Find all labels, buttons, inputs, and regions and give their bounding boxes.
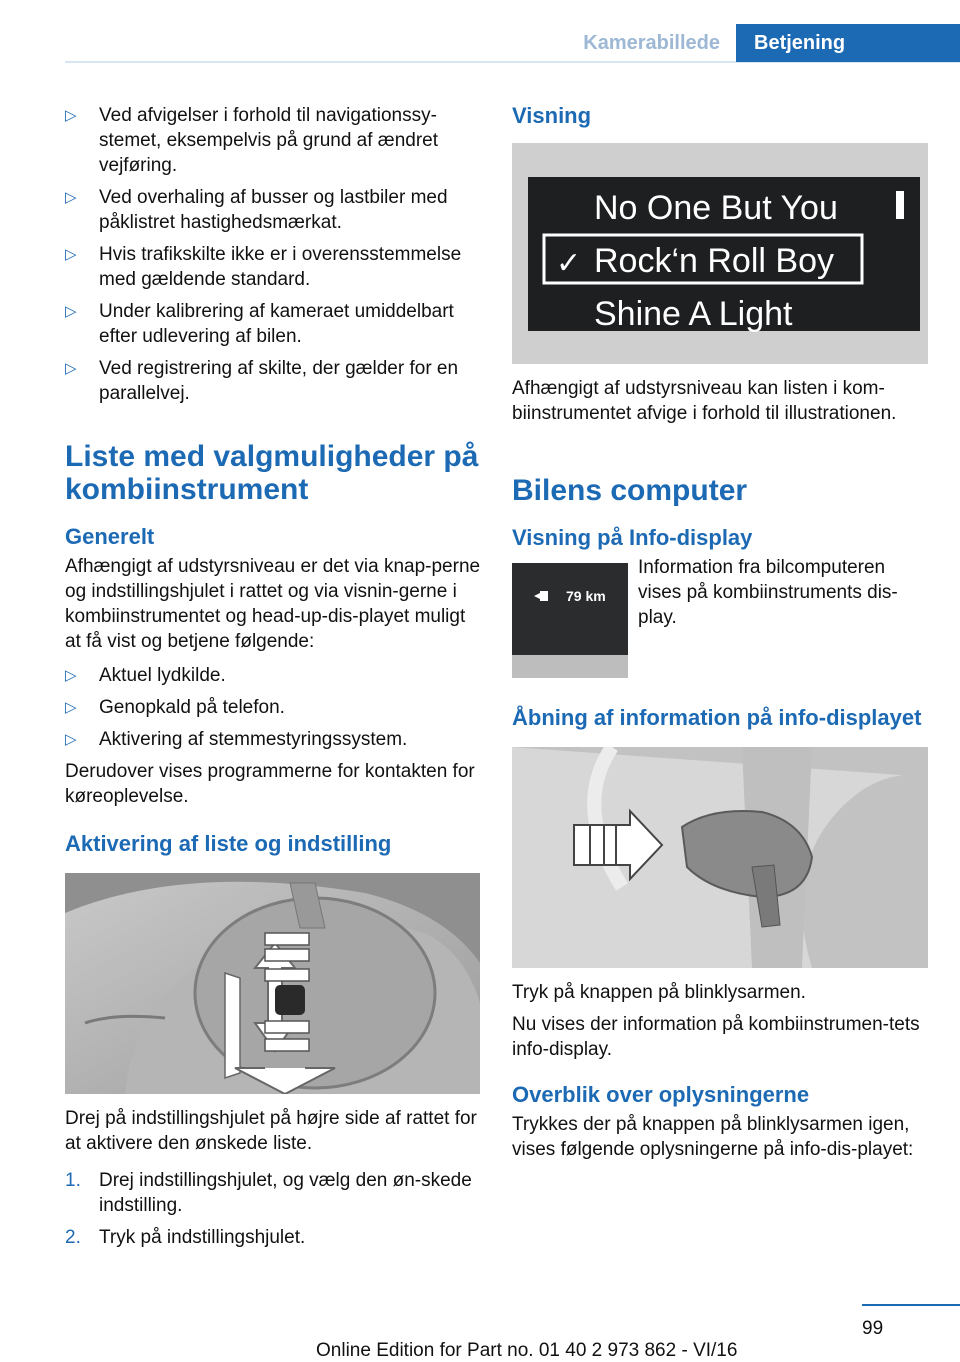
- list-item: ▷ Ved afvigelser i forhold til navigationssy‐stemet, eksempelvis på grund af ændret vejføring.: [65, 105, 439, 176]
- subheading-generelt: Generelt: [65, 524, 155, 549]
- section-heading-liste: Liste med valgmuligheder på kombiinstrument: [65, 440, 479, 506]
- nu-paragraph: Nu vises der information på kombiinstrumen‐tets info-display.: [512, 1014, 920, 1060]
- page-number: 99: [862, 1318, 884, 1339]
- list-item: ▷ Under kalibrering af kameraet umiddelbart efter udlevering af bilen.: [65, 301, 454, 347]
- edition-footer: Online Edition for Part no. 01 40 2 973 862 - VI/16: [316, 1340, 738, 1361]
- list-item: ▷ Ved registrering af skilte, der gælder for en parallelvej.: [65, 358, 459, 404]
- bullet-icon: ▷: [65, 731, 77, 748]
- subheading-visning: Visning: [512, 103, 592, 128]
- bullet-icon: ▷: [65, 360, 77, 377]
- list-item: ▷ Genopkald på telefon.: [65, 697, 285, 718]
- caption-paragraph: Drej på indstillingshjulet på højre side af rattet for at aktivere den ønskede liste.: [65, 1108, 477, 1154]
- bullet-icon: ▷: [65, 246, 77, 263]
- list-item: 2. Tryk på indstillingshjulet.: [65, 1227, 306, 1248]
- footer-rule: [862, 1304, 960, 1306]
- info-display-value: 79 km: [566, 588, 606, 604]
- display-list-item-selected: Rock‘n Roll Boy: [594, 242, 834, 280]
- overblik-paragraph: Trykkes der på knappen på blinklysarmen igen, vises følgende oplysningerne på info-dis‐playet:: [512, 1114, 914, 1160]
- list-item: 1. Drej indstillingshjulet, og vælg den øn‐skede indstilling.: [65, 1170, 472, 1216]
- steering-wheel-illustration: [65, 873, 480, 1094]
- list-item: ▷ Aktuel lydkilde.: [65, 665, 226, 686]
- checkmark-icon: ✓: [556, 246, 582, 281]
- display-list-item: Shine A Light: [594, 295, 793, 333]
- right-column: [512, 103, 930, 1162]
- bullet-icon: ▷: [65, 667, 77, 684]
- subheading-overblik: Overblik over oplysningerne: [512, 1082, 810, 1107]
- info-display-illustration: [512, 563, 628, 678]
- left-column: [65, 103, 482, 1257]
- generelt-paragraph: Afhængigt af udstyrsniveau er det via knap‐perne og indstillingshjulet i rattet og via visnin‐gerne i kombiinstrumentet og head-up-dis‐playet muligt at få vist og betjene følgende:: [65, 556, 481, 652]
- list-item: ▷ Hvis trafikskilte ikke er i overensstemmelse med gældende standard.: [65, 244, 462, 290]
- bullet-icon: ▷: [65, 107, 77, 124]
- section-heading-computer: Bilens computer: [512, 474, 748, 507]
- subheading-aktivering: Aktivering af liste og indstilling: [65, 831, 392, 856]
- bullet-list-limits: [65, 103, 482, 406]
- section-tab: Kamerabillede: [583, 31, 720, 54]
- bullet-icon: ▷: [65, 303, 77, 320]
- info-display-block: [512, 555, 930, 675]
- koreoplevelse-paragraph: Derudover vises programmerne for kontakten for køreoplevelse.: [65, 761, 475, 807]
- turn-signal-stalk-illustration: [512, 747, 928, 968]
- list-item: ▷ Aktivering af stemmestyringssystem.: [65, 729, 408, 750]
- tryk-paragraph: Tryk på knappen på blinklysarmen.: [512, 982, 806, 1003]
- display-list-illustration: [512, 143, 928, 364]
- info-display-paragraph: Information fra bilcomputeren vises på kombiinstruments dis‐play.: [638, 557, 898, 628]
- bullet-icon: ▷: [65, 699, 77, 716]
- display-list-item: No One But You: [594, 189, 838, 227]
- display-note-paragraph: Afhængigt af udstyrsniveau kan listen i kom‐biinstrumentet afvige i forhold til illustrationen.: [512, 378, 897, 424]
- bullet-list-features: [65, 663, 482, 752]
- step-list: [65, 1168, 482, 1250]
- subheading-abning: Åbning af information på info‐displayet: [512, 705, 922, 730]
- chapter-tab-active: Betjening: [736, 24, 960, 62]
- subheading-info-display: Visning på Info-display: [512, 525, 753, 550]
- list-item: ▷ Ved overhaling af busser og lastbiler med påklistret hastighedsmærkat.: [65, 187, 448, 233]
- bullet-icon: ▷: [65, 189, 77, 206]
- fuel-pump-arrow-icon: [540, 591, 548, 601]
